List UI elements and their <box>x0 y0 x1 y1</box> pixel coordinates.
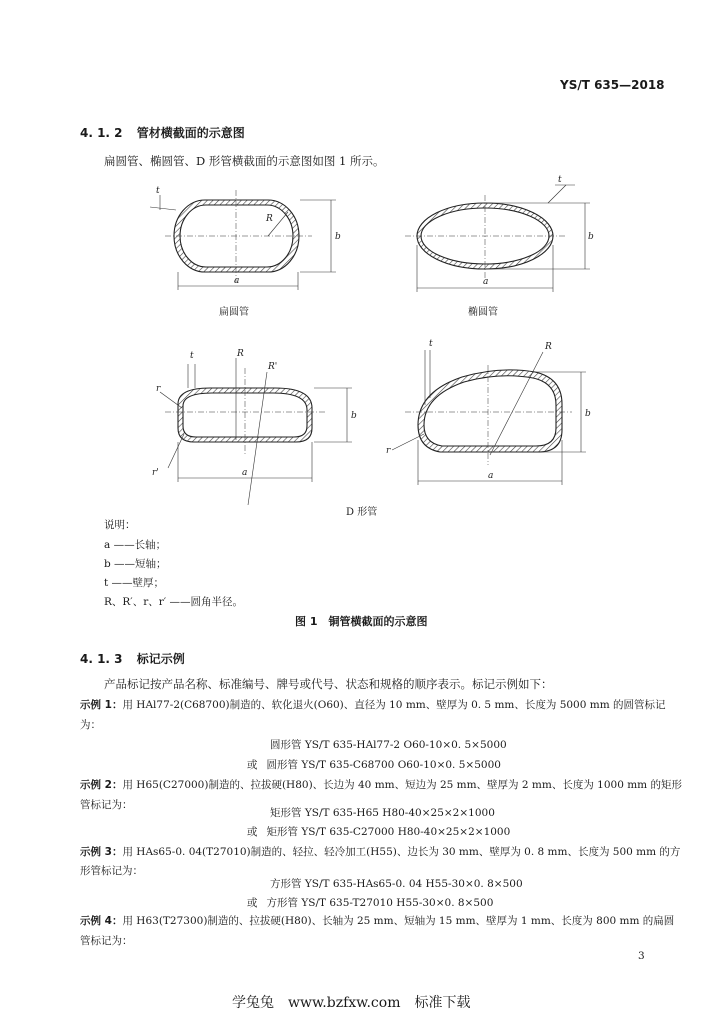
mark-text: 方形管 YS/T 635-T27010 H55-30×0. 8×500 <box>266 897 494 909</box>
example-2 <box>80 777 682 792</box>
legend-item: R、R′、r、r′ ——圆角半径。 <box>104 596 243 608</box>
d-shape-tube-drawing-2 <box>386 339 591 485</box>
example-text: 用 H65(C27000)制造的、拉拔硬(H80)、长边为 40 mm、短边为 25 mm、壁厚为 2 mm、长度为 1000 mm 的矩形 <box>122 779 682 791</box>
mark-text: 圆形管 YS/T 635-C68700 O60-10×0. 5×5000 <box>266 759 501 771</box>
or-word: 或 <box>247 826 258 838</box>
example-3 <box>80 844 680 859</box>
example-label: 示例 3： <box>80 846 123 858</box>
example-2-mark-1: 矩形管 YS/T 635-H65 H80-40×25×2×1000 <box>270 807 495 819</box>
figure-caption: 图 1 铜管横截面的示意图 <box>295 615 428 628</box>
elliptic-tube-drawing <box>405 175 594 292</box>
legend-title: 说明： <box>104 519 136 531</box>
radius-symbol-R: R <box>237 349 244 359</box>
major-axis-symbol-a: a <box>483 277 489 287</box>
major-axis-symbol-a: a <box>234 276 240 286</box>
example-3-line2: 形管标记为： <box>80 865 143 877</box>
example-label: 示例 4： <box>80 915 123 927</box>
example-4-line2: 管标记为： <box>80 935 133 947</box>
section-intro: 扁圆管、椭圆管、D 形管横截面的示意图如图 1 所示。 <box>104 154 385 168</box>
minor-axis-symbol-b: b <box>351 411 357 421</box>
example-4 <box>80 913 674 928</box>
example-3-mark-2 <box>247 895 493 910</box>
footer-watermark: 学兔兔 www.bzfxw.com 标准下载 <box>232 995 471 1011</box>
thickness-symbol-t: t <box>156 186 160 196</box>
example-2-line2: 管标记为： <box>80 799 133 811</box>
section-number: 4. 1. 2 <box>80 126 123 140</box>
radius-symbol-R-prime: R' <box>268 362 278 372</box>
thickness-symbol-t: t <box>558 175 562 185</box>
example-1-mark-1: 圆形管 YS/T 635-HAl77-2 O60-10×0. 5×5000 <box>270 739 507 751</box>
example-label: 示例 2： <box>80 779 123 791</box>
thickness-symbol-t: t <box>190 351 194 361</box>
standard-number: YS/T 635—2018 <box>560 78 665 92</box>
section-number: 4. 1. 3 <box>80 652 123 666</box>
example-text: 用 H63(T27300)制造的、拉拔硬(H80)、长轴为 25 mm、短轴为 15 mm、壁厚为 1 mm、长度为 800 mm 的扁圆 <box>122 915 675 927</box>
sub-caption-d-shape: D 形管 <box>346 507 378 518</box>
sub-caption-elliptic: 椭圆管 <box>468 307 498 318</box>
example-text: 用 HAs65-0. 04(T27010)制造的、轻拉、轻冷加工(H55)、边长为 30 mm、壁厚为 0. 8 mm、长度为 500 mm 的方 <box>122 846 681 858</box>
radius-symbol-R: R <box>545 342 552 352</box>
radius-symbol-r: r <box>386 446 391 456</box>
example-1 <box>80 697 666 712</box>
example-text: 用 HAl77-2(C68700)制造的、软化退火(O60)、直径为 10 mm、壁厚为 0. 5 mm、长度为 5000 mm 的圆管标记 <box>122 699 666 711</box>
legend-list <box>104 536 243 612</box>
example-1-line2: 为： <box>80 719 101 731</box>
section-intro: 产品标记按产品名称、标准编号、牌号或代号、状态和规格的顺序表示。标记示例如下： <box>104 677 553 691</box>
flat-oval-tube-drawing <box>150 186 341 290</box>
minor-axis-symbol-b: b <box>585 409 591 419</box>
section-title: 管材横截面的示意图 <box>136 126 245 140</box>
section-4-1-2-heading <box>80 124 245 141</box>
section-title: 标记示例 <box>136 652 185 666</box>
radius-symbol-R: R <box>266 214 273 224</box>
sub-caption-flat-oval: 扁圆管 <box>219 307 249 318</box>
example-3-mark-1: 方形管 YS/T 635-HAs65-0. 04 H55-30×0. 8×500 <box>270 878 523 890</box>
figure-1-diagram <box>140 172 600 517</box>
mark-text: 矩形管 YS/T 635-C27000 H80-40×25×2×1000 <box>266 826 511 838</box>
legend-item: a ——长轴； <box>104 539 167 551</box>
example-label: 示例 1： <box>80 699 123 711</box>
or-word: 或 <box>247 897 258 909</box>
d-shape-tube-drawing-1 <box>152 349 357 505</box>
or-word: 或 <box>247 759 258 771</box>
thickness-symbol-t: t <box>429 339 433 349</box>
major-axis-symbol-a: a <box>242 468 248 478</box>
minor-axis-symbol-b: b <box>588 232 594 242</box>
example-1-mark-2 <box>247 757 501 772</box>
section-4-1-3-heading <box>80 650 185 667</box>
legend-item: b ——短轴； <box>104 558 167 570</box>
example-2-mark-2 <box>247 824 510 839</box>
page-number: 3 <box>638 950 645 962</box>
major-axis-symbol-a: a <box>488 471 494 481</box>
minor-axis-symbol-b: b <box>335 232 341 242</box>
radius-symbol-r-prime: r' <box>152 468 159 478</box>
legend-item: t ——壁厚； <box>104 577 165 589</box>
radius-symbol-r: r <box>156 384 161 394</box>
